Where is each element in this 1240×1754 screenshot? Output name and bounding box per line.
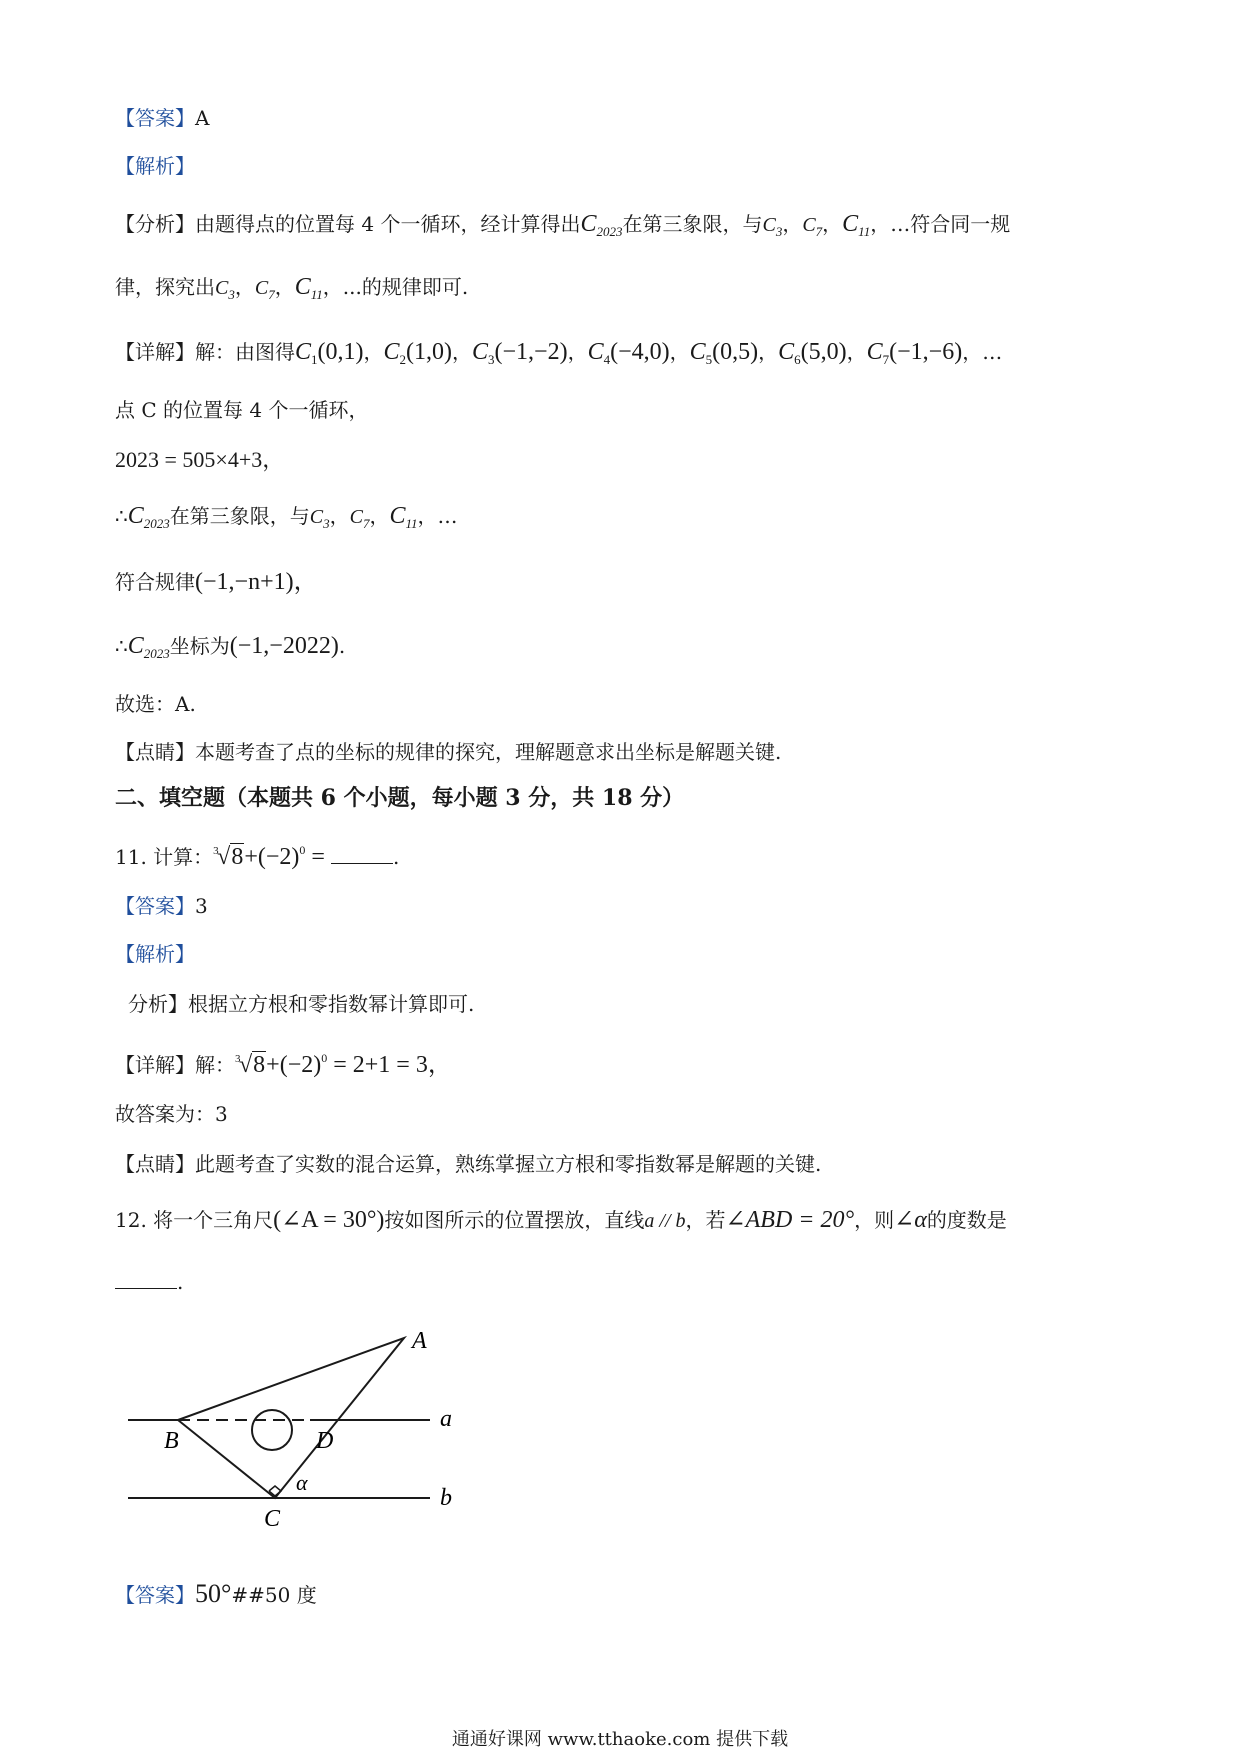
choose-text: 故选：A. [115,692,196,716]
q10-cycle-line [115,396,368,424]
q12-answer-line [115,1580,317,1609]
c2023-symbol: $C_{2023}$ [580,211,623,239]
answer-value: 50° [195,1579,232,1608]
condition-angle-a: (∠A = 30°) [273,1207,385,1233]
angle-alpha: ∠α [894,1207,927,1233]
label-line-a: a [440,1406,452,1432]
q11-final-line [115,1100,228,1128]
q10-comment-line [115,738,781,766]
c7-symbol: $C_7$ [802,214,823,239]
triangle-figure [120,1330,480,1560]
answer-value: 3 [195,894,208,918]
label-a-vertex: A [412,1330,427,1354]
therefore-text: 坐标为 [169,634,230,658]
answer-value: A [195,106,210,130]
fenxi-text: …符合同一规 [890,212,1011,236]
rule-text: 符合规律 [115,570,195,594]
question-text: 按如图所示的位置摆放，直线 [384,1208,645,1232]
c11-symbol: $C_{11}$ [294,274,323,302]
fenxi-text: 由题得点的位置每 4 个一循环，经计算得出 [195,212,581,236]
analysis-tag: 【解析】 [115,942,195,966]
label-alpha: α [296,1470,308,1495]
label-b-vertex: B [164,1428,179,1454]
comment-tag: 【点睛】 [115,740,195,764]
answer-blank [331,845,393,864]
fenxi-text: 律，探究出 [115,275,215,299]
triangle-abc [178,1338,404,1498]
rule-expr: (−1,−n+1)， [195,569,318,595]
label-line-b: b [440,1485,452,1511]
question-number: 12. 将一个三角尺 [115,1208,274,1232]
answer-tag: 【答案】 [115,106,195,130]
q12-question-line [115,1206,1007,1235]
section-title: 二、填空题（本题共 6 个小题，每小题 3 分，共 18 分） [115,785,685,811]
parallel-lines: a // b [644,1210,686,1232]
coord-c5: (0,5) [712,339,759,365]
q10-analysis-line [115,152,195,180]
q10-choose-line [115,690,196,718]
c11-symbol: $C_{11}$ [842,211,871,239]
q10-therefore2-line: $\therefore C_{2023}$坐标为(−1,−2022). [115,633,346,661]
question-text: ，若 [685,1208,726,1232]
detail-result: = 2+1 = 3， [333,1052,452,1078]
coord-c4: (−4,0) [610,339,670,365]
q10-fenxi-line1: 【分析】由题得点的位置每 4 个一循环，经计算得出$C_{2023}$在第三象限，与$C_3$，$C_7$，$C_{11}$，…符合同一规 [115,211,1011,239]
q11-answer-line [115,892,208,920]
condition-angle-abd: ∠ABD = 20° [725,1207,855,1233]
q10-answer-line [115,104,209,132]
fenxi-text: 在第三象限，与 [622,212,763,236]
question-text: ，则 [854,1208,895,1232]
coord-c6: (5,0) [800,339,847,365]
answer-tag: 【答案】 [115,1583,195,1607]
answer-alt: ##50 度 [231,1583,317,1607]
c7-symbol: $C_7$ [254,277,275,302]
comment-text: 本题考查了点的坐标的规律的探究，理解题意求出坐标是解题关键. [195,740,782,764]
q10-fenxi-line2: 律，探究出$C_3$，$C_7$，$C_{11}$，...的规律即可. [115,274,469,302]
detail-intro: 解： [195,1053,235,1077]
q11-comment-line [115,1150,821,1178]
question-number: 11. 计算： [115,845,214,869]
final-answer: 故答案为：3 [115,1102,228,1126]
coord-c3: (−1,−2) [494,339,568,365]
q10-therefore1-line: $\therefore C_{2023}$在第三象限，与$C_3$，$C_7$，$C_{11}$，… [115,503,458,531]
answer-tag: 【答案】 [115,894,195,918]
fenxi-text: ...的规律即可. [342,275,469,299]
c3-symbol: $C_3$ [762,214,783,239]
therefore-text: 在第三象限，与 [169,504,310,528]
cycle-text: 点 C 的位置每 4 个一循环， [115,398,369,422]
coord-c7: (−1,−6) [889,339,963,365]
q11-question-line: 11. 计算： 3 $√8+(-2)^0$ = . [115,843,400,870]
c3-symbol: $C_3$ [215,277,235,302]
q10-detail-line: 【详解】解：由图得$C_1(0,1)$，$C_2(1,0)$，$C_3(-1,-2)$，$C_4(-4,0)$，$C_5(0,5)$，$C_6(5,0)$，$C_7(-1,-6)$，… [115,339,1003,367]
label-c-vertex: C [264,1506,281,1532]
question-text: 的度数是 [926,1208,1007,1232]
coord-c1: (0,1) [317,339,364,365]
equation: 2023 = 505×4+3， [115,447,285,472]
ruler-hole [252,1410,292,1450]
q11-detail-line: 【详解】解： 3 $√8+(-2)^0 = 2+1 = 3$， [115,1051,452,1078]
q12-blank-line: . [115,1268,183,1296]
label-d-point: D [316,1428,334,1454]
therefore-symbol: ∴ [115,504,128,528]
detail-tag: 【详解】 [115,1053,195,1077]
detail-intro: 解：由图得 [195,340,295,364]
q11-analysis-line [115,940,195,968]
final-coord: (−1,−2022) [229,633,339,659]
detail-tag: 【详解】 [115,340,195,364]
fenxi-tag: 【分析】 [115,212,195,236]
fenxi-text: 分析】根据立方根和零指数幂计算即可. [128,992,475,1016]
answer-blank [115,1270,177,1289]
analysis-tag: 【解析】 [115,154,195,178]
page-footer: 通通好课网 www.tthaoke.com 提供下载 [451,1729,789,1750]
coord-c2: (1,0) [406,339,452,365]
comment-tag: 【点睛】 [115,1152,195,1176]
q11-fenxi-line [128,990,474,1018]
comment-text: 此题考查了实数的混合运算，熟练掌握立方根和零指数幂是解题的关键. [195,1152,822,1176]
q10-rule-line [115,568,318,596]
q10-equation-line [115,446,284,474]
